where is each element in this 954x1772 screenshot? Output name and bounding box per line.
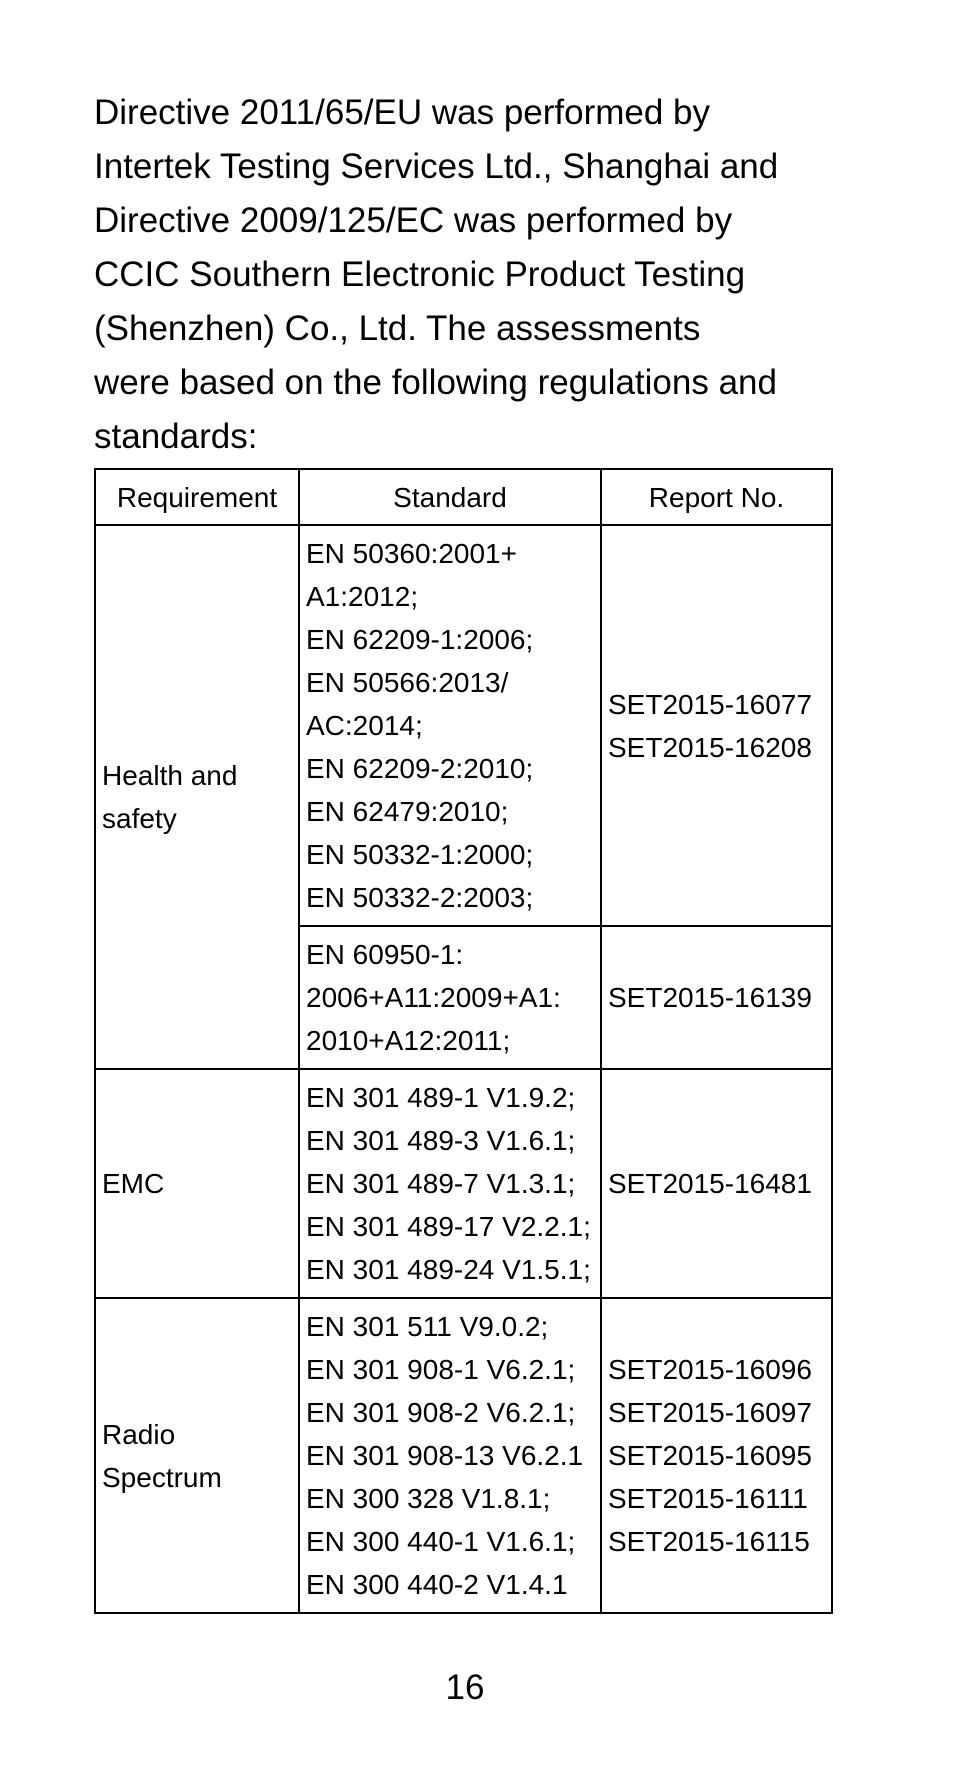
standard-line: EN 62209-2:2010;	[306, 753, 534, 784]
standard-line: A1:2012;	[306, 581, 419, 612]
standard-line: EN 301 489-3 V1.6.1;	[306, 1125, 576, 1156]
standard-line: EN 301 489-1 V1.9.2;	[306, 1082, 576, 1113]
requirement-line: Spectrum	[102, 1461, 222, 1493]
standard-line: EN 300 440-1 V1.6.1;	[306, 1526, 576, 1557]
report-number: SET2015-16077	[608, 688, 812, 720]
intro-line: were based on the following regulations and	[94, 363, 777, 402]
report-number: SET2015-16481	[608, 1168, 812, 1199]
report-number: SET2015-16096	[608, 1354, 812, 1385]
requirement-cell-health-and-safety	[95, 525, 299, 1069]
standard-line: EN 301 489-7 V1.3.1;	[306, 1168, 576, 1199]
standard-line: EN 301 489-17 V2.2.1;	[306, 1211, 591, 1242]
standard-line: EN 300 440-2 V1.4.1	[306, 1569, 568, 1600]
standard-cell	[299, 525, 601, 926]
standard-line: AC:2014;	[306, 710, 423, 741]
standard-line: EN 50332-1:2000;	[306, 839, 534, 870]
intro-line: Intertek Testing Services Ltd., Shanghai and	[94, 147, 779, 186]
intro-paragraph	[94, 86, 854, 464]
report-cell	[601, 1298, 832, 1613]
regulations-table	[94, 468, 833, 1614]
report-number: SET2015-16139	[608, 982, 812, 1013]
standard-line: EN 301 489-24 V1.5.1;	[306, 1254, 591, 1285]
report-cell	[601, 525, 832, 926]
report-number: SET2015-16095	[608, 1440, 812, 1471]
standard-line: EN 50566:2013/	[306, 667, 509, 698]
table-header-row	[95, 469, 832, 525]
report-number: SET2015-16111	[608, 1483, 808, 1514]
requirement-line: Radio	[102, 1418, 176, 1450]
standard-line: EN 62209-1:2006;	[306, 624, 534, 655]
standard-line: EN 50360:2001+	[306, 538, 517, 569]
standard-line: EN 62479:2010;	[306, 796, 509, 827]
report-number: SET2015-16115	[608, 1526, 810, 1557]
standard-line: 2010+A12:2011;	[306, 1025, 511, 1056]
standard-line: 2006+A11:2009+A1:	[306, 982, 561, 1013]
report-cell	[601, 1069, 832, 1298]
header-standard: Standard	[299, 469, 601, 525]
requirement-line: safety	[102, 803, 177, 834]
page-number: 16	[445, 1668, 485, 1707]
report-number: SET2015-16208	[608, 731, 812, 763]
standard-line: EN 50332-2:2003;	[306, 882, 534, 913]
requirement-cell-emc	[95, 1069, 299, 1298]
header-requirement: Requirement	[95, 469, 299, 525]
report-number: SET2015-16097	[608, 1397, 812, 1428]
table-row	[95, 1298, 832, 1613]
intro-line: CCIC Southern Electronic Product Testing	[94, 255, 746, 294]
requirement-cell-radio-spectrum	[95, 1298, 299, 1613]
requirement-line: Health and	[102, 760, 238, 791]
standard-cell	[299, 1069, 601, 1298]
intro-line: (Shenzhen) Co., Ltd. The assessments	[94, 309, 701, 348]
standard-line: EN 60950-1:	[306, 939, 464, 970]
standard-line: EN 301 908-2 V6.2.1;	[306, 1397, 576, 1428]
report-cell	[601, 926, 832, 1069]
standard-line: EN 301 908-13 V6.2.1	[306, 1440, 584, 1471]
table-row	[95, 525, 832, 926]
standard-cell	[299, 1298, 601, 1613]
standard-line: EN 300 328 V1.8.1;	[306, 1483, 551, 1514]
table-row	[95, 1069, 832, 1298]
requirement-line: EMC	[102, 1168, 165, 1199]
intro-line: Directive 2009/125/EC was performed by	[94, 201, 733, 240]
standard-cell	[299, 926, 601, 1069]
intro-line: standards:	[94, 417, 258, 456]
header-report-no: Report No.	[601, 469, 832, 525]
intro-line: Directive 2011/65/EU was performed by	[94, 93, 711, 132]
standard-line: EN 301 511 V9.0.2;	[306, 1311, 549, 1342]
standard-line: EN 301 908-1 V6.2.1;	[306, 1354, 576, 1385]
